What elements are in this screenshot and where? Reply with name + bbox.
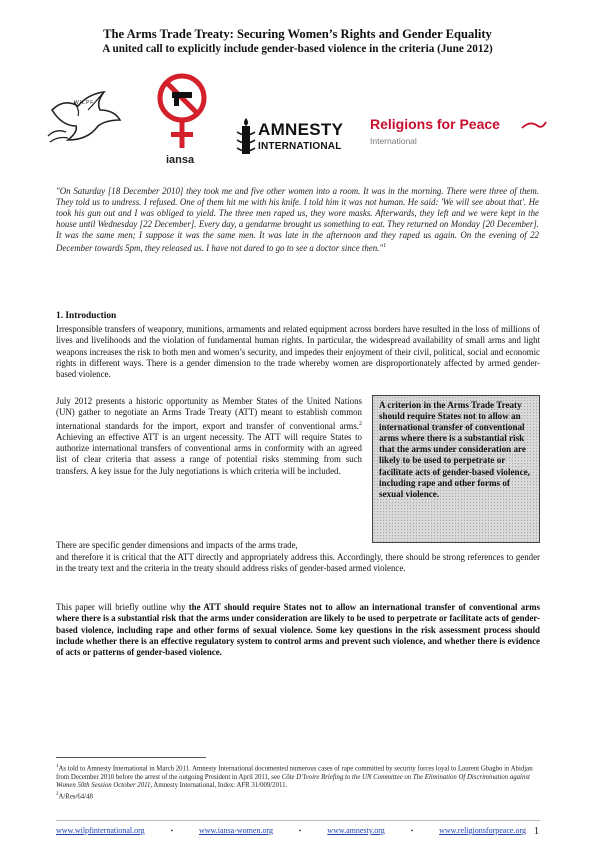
candle-in-barbed-wire-icon bbox=[236, 118, 256, 158]
religions-for-peace-logo bbox=[370, 116, 555, 156]
footer-separator: • bbox=[170, 826, 174, 835]
rfp-line2: International bbox=[370, 136, 417, 146]
callout-box: A criterion in the Arms Trade Treaty should require States not to allow an international transfer of conventional arms where there is a substantial risk that the arms under consideration are likely to be used to perpetrate or facilitate acts of gender-based violence, including rape and other forms of sexual violence. bbox=[372, 395, 540, 543]
footnote-1 bbox=[56, 763, 540, 791]
page-number: 1 bbox=[534, 826, 539, 837]
wilpf-logo bbox=[44, 80, 124, 160]
footnote-divider bbox=[56, 757, 206, 758]
footer-link-amnesty[interactable]: www.amnesty.org bbox=[327, 826, 385, 835]
intro-paragraph-1: Irresponsible transfers of weaponry, munitions, armaments and related equipment across borders have resulted in the loss of millions of lives and livelihoods and the violation of fundamental human rights. In particular, the widespread availability of small arms and light weapons increases the risk to both men and women’s security, and impedes their enjoyment of their civil, political, social and economic rights in different ways. There is a gender dimension to the trade whereby women are disproportionately affected by armed gender-based violence. bbox=[56, 324, 540, 380]
intro-paragraph-2 bbox=[56, 396, 362, 477]
document-title: The Arms Trade Treaty: Securing Women’s Rights and Gender Equality bbox=[103, 27, 492, 41]
rfp-line1: Religions for Peace bbox=[370, 116, 500, 132]
footer-links bbox=[56, 826, 526, 835]
footnote-2 bbox=[56, 791, 540, 802]
footnote-1-text-a: As told to Amnesty International in March 2011. Amnesty International documented numerous cases of rape committed by security forces loyal to Laurent Gbagbo in Abidjan from December 2010 before the arrest of the outgoing President in April 2011, see bbox=[56, 765, 533, 781]
amnesty-line1: AMNESTY bbox=[258, 120, 344, 139]
iansa-label: iansa bbox=[166, 154, 195, 166]
footer-divider bbox=[56, 820, 540, 821]
footer-link-religions-for-peace[interactable]: www.religionsforpeace.org bbox=[439, 826, 526, 835]
quote-footnote-ref[interactable]: 1 bbox=[383, 243, 387, 250]
p2-text-b: Achieving an effective ATT is an urgent necessity. The ATT will require States to authorize international transfers of conventional arms in conformity with an agreed list of clear criteria that assess a range of potential risks stemming from such transfers. A key issue for the July negotiations is which criteria will be included. bbox=[56, 431, 362, 476]
footnote-2-number: 2 bbox=[56, 791, 59, 797]
intro-paragraph-4 bbox=[56, 602, 540, 658]
intro-paragraph-3b: and therefore it is critical that the ATT directly and appropriately address this. Accordingly, there should be strong references to gender in the treaty text and the criteria in the treaty should address risks of gender-based armed violence. bbox=[56, 552, 540, 574]
footer-separator: • bbox=[410, 826, 414, 835]
footnote-1-number: 1 bbox=[56, 764, 59, 769]
intro-paragraph-3a: There are specific gender dimensions and impacts of the arms trade, bbox=[56, 540, 298, 550]
dove-icon bbox=[44, 80, 124, 160]
female-symbol-no-gun-icon bbox=[152, 70, 212, 156]
logos-row bbox=[40, 70, 555, 170]
iansa-logo bbox=[152, 70, 212, 170]
footnote-1-italic: Côte D’Ivoire Briefing to the UN Committee on The Elimination Of Discrimination against Women 50th Session October 2011 bbox=[56, 773, 530, 790]
section-heading-introduction: 1. Introduction bbox=[56, 311, 117, 321]
footnote-1-text-b: , Amnesty International, Index: AFR 31/009/2011. bbox=[150, 782, 288, 790]
quote-text: "On Saturday [18 December 2010] they took me and five other women into a room. It was in the morning. There were three of them. They told us to undress. I refused. One of them hit me with his knife. I told him it was not human. He said: 'We will see about that'. He took his gun out and I was obliged to yield. The three men raped us, they wore masks. Afterwards, they left and we were kept in the house until Wednesday [22 December]. Every day, a gendarme brought us something to eat. They returned on Monday [20 December]. It was the same men; I suppose it was the same men. It was late in the afternoon and they raped us again. On the evening of 22 December towards 5pm, they released us. I have not dared to go to see a doctor since then." bbox=[56, 186, 539, 254]
footer-link-iansa[interactable]: www.iansa-women.org bbox=[198, 826, 273, 835]
amnesty-logo bbox=[236, 118, 352, 162]
footnotes bbox=[56, 763, 540, 802]
footer-link-wilpf[interactable]: www.wilpfinternational.org bbox=[56, 826, 145, 835]
p2-footnote-ref[interactable]: 2 bbox=[359, 420, 362, 427]
footnote-2-text: A/Res/64/48 bbox=[58, 793, 93, 801]
amnesty-line2: INTERNATIONAL bbox=[258, 141, 342, 152]
wilpf-label: WILPF bbox=[74, 100, 95, 106]
footer-separator: • bbox=[298, 826, 302, 835]
testimony-quote bbox=[56, 186, 539, 255]
document-subtitle: A united call to explicitly include gender-based violence in the criteria (June 2012) bbox=[102, 43, 493, 55]
p4-plain-text: This paper will briefly outline why bbox=[56, 602, 189, 612]
p4-bold-text: the ATT should require States not to allow an international transfer of conventional arms where there is a substantial risk that the arms under consideration are likely to be used to perpetrate or facilitate acts of gender-based violence, including rape and other forms of sexual violence. Some key questions in the risk assessment process should include whether there is an effective regulatory system to control arms and prevent such violence, and whether there is evidence of acts or patterns of gender-based violence. bbox=[56, 602, 540, 658]
p2-text-a: July 2012 presents a historic opportunity as Member States of the United Nations (UN) gather to negotiate an Arms Trade Treaty (ATT) meant to establish common international standards for the import, export and transfer of conventional arms. bbox=[56, 396, 362, 431]
peace-swoosh-icon bbox=[520, 118, 548, 134]
